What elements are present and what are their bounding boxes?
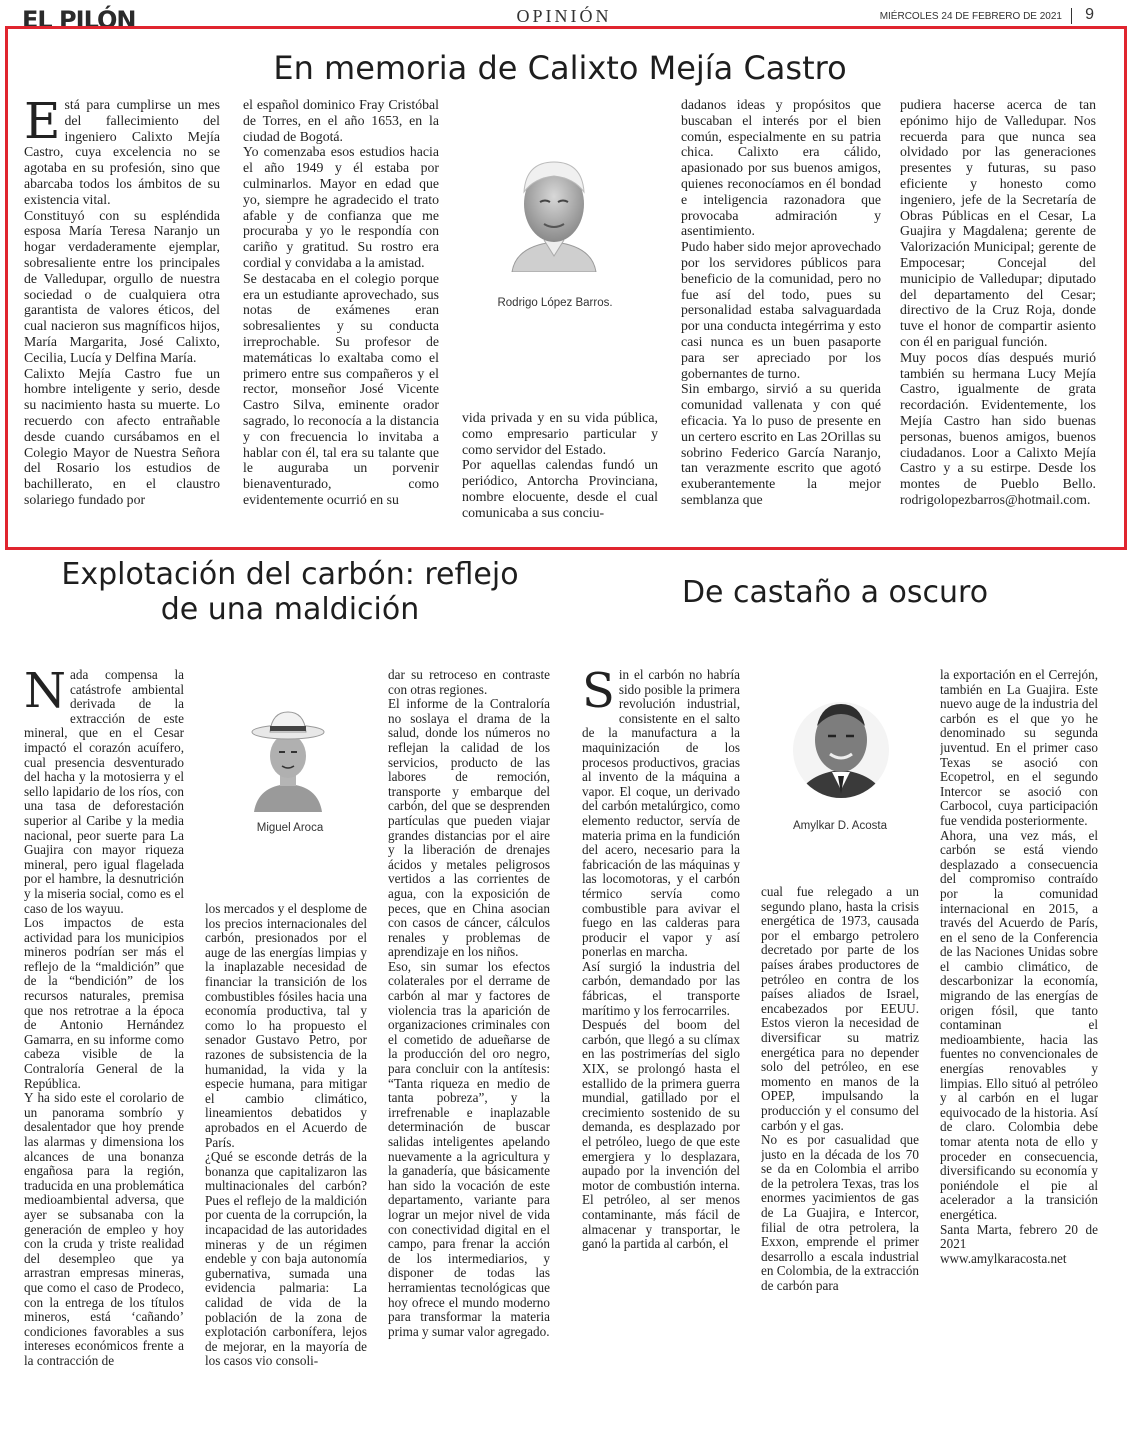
article2-headline [10, 558, 570, 627]
article2-text-2: los mercados y el desplome de los precios internacionales del carbón, presionados por el auge de las energías limpias y la inaplazable necesidad de financiar la transición de los combustibles fósiles hacia una economía productiva, tal y como lo ha propuesto el senador Gustavo Petro, por razones de subsistencia de la humanidad, la vida y la especie humana, para mitigar el cambio climático, lineamientos debatidos y aprobados en el Acuerdo de París. ¿Qué se esconde detrás de la bonanza que capitalizaron las multinacionales del carbón? Pues el reflejo de la maldición por cuenta de la corrupción, la incapacidad de las autoridades mineras y de un régimen endeble y con baja autonomía gubernativa, sumada una evidencia palmaria: La calidad de vida de la población de la zona de explotación carbonífera, lejos de mejorar, en la mayoría de los casos vio consoli- [205, 902, 367, 1369]
author-portrait-icon [504, 152, 604, 272]
article3-column-3 [940, 668, 1098, 1418]
author-photo-lopez-barros [504, 152, 604, 272]
article2-column-2 [205, 902, 367, 1418]
newspaper-logo: EL PILÓN [22, 6, 136, 34]
article2-text-3: dar su retroceso en contraste con otras regiones. El informe de la Contraloría no soslaya el drama de la salud, donde los números no reflejan la calidad de los servicios, producto de las labores de remoción, transporte y embarque del carbón, del que se desprenden partículas que pueden viajar grandes distancias por el aire y la liberación de drenajes ácidos y metales peligrosos vertidos a las corrientes de agua, con la exposición de peces, que en China asocian con casos de cáncer, cálculos renales y problemas de aprendizaje en los niños. Eso, sin sumar los efectos colaterales por el derrame de carbón al mar y factores de violencia tras la aparición de organizaciones criminales con el cometido de adueñarse de la producción del oro negro, para concluir con la antítesis: “Tanta riqueza en medio de tanta pobreza”, y la irrefrenable e inaplazable determinación de buscar salidas inteligentes apelando nuevamente a la agricultura y la ganadería, que básicamente han sido la vocación de este departamento, variante para lograr un mejor nivel de vida con conectividad digital en el campo, para frenar la acción de los intermediarios, y disponer de todas las herramientas tecnológicas que hoy ofrece el mundo moderno para transformar la materia prima y sumar valor agregado. [388, 668, 550, 1339]
author-caption-lopez-barros: Rodrigo López Barros. [497, 297, 613, 309]
author-portrait-icon [248, 706, 328, 812]
author-portrait-icon [792, 690, 890, 810]
article1-text-4: dadanos ideas y propósitos que buscaban el interés por el bien común, especialmente en su patria chica. Calixto era cálido, apasionado por sus buenos amigos, quienes reconocíamos en él bondad e inteligencia razonadora que provocaba admiración y asentimiento. Pudo haber sido mejor aprovechado por los servidores públicos para beneficio de la comunidad, pero no fue así del todo, pues su personalidad estaba salvaguardada por una conducta integérrima y esto casi nunca es un buen pasaporte para ser apreciado por los gobernantes de turno. Sin embargo, sirvió a su querida comunidad vallenata y con qué eficacia. Ya lo puso de presente en un certero escrito en Las 2Orillas su sobrino Federico García Naranjo, tan verazmente escrito que agotó exuberantemente la mejor semblanza que [681, 97, 881, 507]
author-caption-acosta: Amylkar D. Acosta [793, 820, 887, 832]
issue-date: MIÉRCOLES 24 DE FEBRERO DE 2021 [879, 11, 1062, 22]
article1-dropcap: E [24, 97, 61, 150]
article3-column-1 [582, 668, 740, 1418]
page-number: 9 [1085, 6, 1094, 23]
article3-headline: De castaño a oscuro [681, 575, 989, 610]
article3-text-2: cual fue relegado a un segundo plano, hasta la crisis energética de 1973, causada por el embargo petrolero decretado por parte de los países árabes productores de petróleo en contra de los países aliados de Israel, encabezados por EEUU. Estos vieron la necesidad de diversificar su matriz energética para no depender solo del petróleo, en ese momento en manos de la OPEP, impulsando la producción y el consumo del carbón y el gas. No es por casualidad que justo en la década de los 70 se da en Colombia el arribo de la petrolera Texas, tras los enormes yacimientos de gas de La Guajira, e Intercor, filial de otra petrolera, la Exxon, emprende el primer desarrollo a escala industrial en Colombia, de la extracción de carbón para [761, 885, 919, 1294]
article3-column-2 [761, 885, 919, 1418]
article2-headline-line-2: de una maldición [160, 591, 420, 627]
article1-text-2: el español dominico Fray Cristóbal de Torres, en el año 1653, en la ciudad de Bogotá. Yo comenzaba esos estudios hacia el año 1949 y él estaba por culminarlos. Mayor en edad que yo, siempre he agradecido el trato afable y de confianza que me procuraba y yo le respondía con cariño y gratitud. Su rostro era cordial y convidaba a la amistad. Se destacaba en el colegio porque era un estudiante aprovechado, sus notas de exámenes eran sobresalientes y su conducta irreprochable. Su profesor de matemáticas lo exaltaba como el primero entre sus compañeros y el rector, monseñor José Vicente Castro Silva, eminente orador sagrado, lo reconocía a la distancia y con frecuencia lo invitaba a hablar con él, tal era su talante que le auguraba un porvenir bienaventurado, como evidentemente ocurrió en su [243, 97, 439, 507]
article2-dropcap: N [24, 668, 66, 719]
article3-text-1: in el carbón no habría sido posible la primera revolución industrial, consistente en el salto de la manufactura a la maquinización de los procesos productivos, gracias al invento de la máquina a vapor. El coque, un derivado del carbón metalúrgico, como elemento reductor, servía de materia prima en la fundición del acero, necesario para la fabricación de las máquinas y las locomotoras, y el carbón térmico servía como combustible para avivar el fuego en las calderas para producir el vapor y así ponerlas en marcha. Así surgió la industria del carbón, demandado por las fábricas, el transporte marítimo y los ferrocarriles. Después del boom del carbón, que llegó a su clímax en las postrimerías del siglo XIX, se prolongó hasta el estallido de la primera guerra mundial, gatillado por el crecimiento sostenido de su demanda, es desplazado por el petróleo, luego de que este emergiera y lo desplazara, aupado por la invención del motor de combustión interna. El petróleo, al ser menos contaminante, más fácil de almacenar y transportar, le ganó la partida al carbón, el [582, 668, 740, 1252]
article3-dropcap: S [582, 668, 615, 719]
article1-column-3 [462, 410, 658, 520]
article2-column-3 [388, 668, 550, 1418]
article2-headline-line-1: Explotación del carbón: reflejo [61, 557, 519, 592]
article1-text-3: vida privada y en su vida pública, como empresario particular y como servidor del Estado. Por aquellas calendas fundó un periódico, Antorcha Provinciana, nombre elocuente, desde el cual comunicaba a sus conciu- [462, 410, 658, 520]
article3-text-3: la exportación en el Cerrejón, también en La Guajira. Este nuevo auge de la industria del carbón es el que yo he denominado su segunda juventud. En el primer caso Texas se asoció con Ecopetrol, en el segundo Intercor se asoció con Carbocol, cuya participación fue vendida posteriormente. Ahora, una vez más, el carbón se está viendo desplazado a consecuencia del compromiso contraído por la comunidad internacional en 2015, a través del Acuerdo de París, en el seno de la Conferencia de las Naciones Unidas sobre el cambio climático, de descarbonizar la economía, migrando de las energías de origen fósil, que tanto contaminan el medioambiente, hacia las fuentes no convencionales de energías renovables y limpias. Ello situó al petróleo y al carbón en el lugar equivocado de la historia. Así de claro. Colombia debe tomar atenta nota de ello y proceder en consecuencia, diversificando su economía y poniéndole el pie al acelerador a la transición energética. Santa Marta, febrero 20 de 2021 www.amylkaracosta.net [940, 668, 1098, 1266]
article1-text-5: pudiera hacerse acerca de tan epónimo hijo de Valledupar. Nos recuerda para que nunca sea olvidado por las generaciones presentes y futuras, su paso eficiente y honesto como ingeniero, jefe de la Secretaría de Obras Públicas en el Cesar, La Guajira y Magdalena; gerente de Valorización Municipal; gerente de Empocesar; Concejal del municipio de Valledupar; diputado del departamento del Cesar; directivo de la Cruz Roja, donde tuve el honor de compartir asiento con él en parigual función. Muy pocos días después murió también su hermana Lucy Mejía Castro, igualmente de grata recordación. Evidentemente, los Mejía Castro han sido buenas personas, buenos amigos, buenos ciudadanos. Loor a Calixto Mejía Castro y a su estirpe. Desde los montes de Pueblo Bello. rodrigolopezbarros@hotmail.com. [900, 97, 1096, 507]
article2-text-1: ada compensa la catástrofe ambiental derivada de la extracción de este mineral, que en el Cesar impactó el corazón acuífero, cual presencia desventurado del hacha y la motosierra y el sello lapidario de los ríos, con una tasa de deforestación superior al Caribe y la media nacional, peor suerte para La Guajira con mayor riqueza mineral, pero igual flagelada por el hambre, la desnutrición y la miseria social, como es el caso de los wayuu. Los impactos de esta actividad para los municipios mineros podrían ser más el reflejo de la “maldición” que de la “bendición” de los recursos naturales, premisa que nos retrotrae a la época de Antonio Hernández Gamarra, en su informe como cabeza visible de la Contraloría General de la República. Y ha sido este el corolario de un panorama sombrío y desalentador que hoy prende las alarmas y dimensiona los alcances de una bonanza engañosa para la región, traducida en una problemática medioambiental adversa, que ayer se subsanaba con la generación de empleo y hoy con la cruda y triste realidad del desempleo que ya arrastran empresas mineras, que como el caso de Prodeco, con la entrega de los títulos mineros, está ‘cañando’ condiciones favorables a sus intereses económicos frente a la contracción de [24, 668, 184, 1368]
masthead-divider [1071, 8, 1072, 24]
article1-headline: En memoria de Calixto Mejía Castro [273, 49, 847, 87]
article1-text-1: stá para cumplirse un mes del fallecimiento del ingeniero Calixto Mejía Castro, cuya excelencia no se agotaba en su profesión, sino que abarcaba todos los ámbitos de su existencia vital. Constituyó con su espléndida esposa María Teresa Naranjo un hogar verdaderamente ejemplar, sobresaliente entre los principales de Valledupar, orgullo de nuestra sociedad o de cualquiera otra garantista de valores éticos, del cual nacieron sus magníficos hijos, María Margarita, José Calixto, Cecilia, Lucía y Delfina María. Calixto Mejía Castro fue un hombre inteligente y serio, desde su nacimiento hasta su muerte. Lo recuerdo con afecto entrañable desde cuando cursábamos en el Colegio Mayor de Nuestra Señora del Rosario los estudios de bachillerato, en el claustro solariego fundado por [24, 97, 220, 507]
article1-column-5 [900, 97, 1096, 521]
author-caption-aroca: Miguel Aroca [256, 822, 324, 834]
author-photo-aroca [248, 706, 328, 812]
article2-column-1 [24, 668, 184, 1416]
article1-column-4 [681, 97, 881, 521]
author-photo-acosta [792, 690, 890, 810]
article1-column-2 [243, 97, 439, 521]
section-title: OPINIÓN [516, 6, 612, 26]
article1-column-1 [24, 97, 220, 521]
